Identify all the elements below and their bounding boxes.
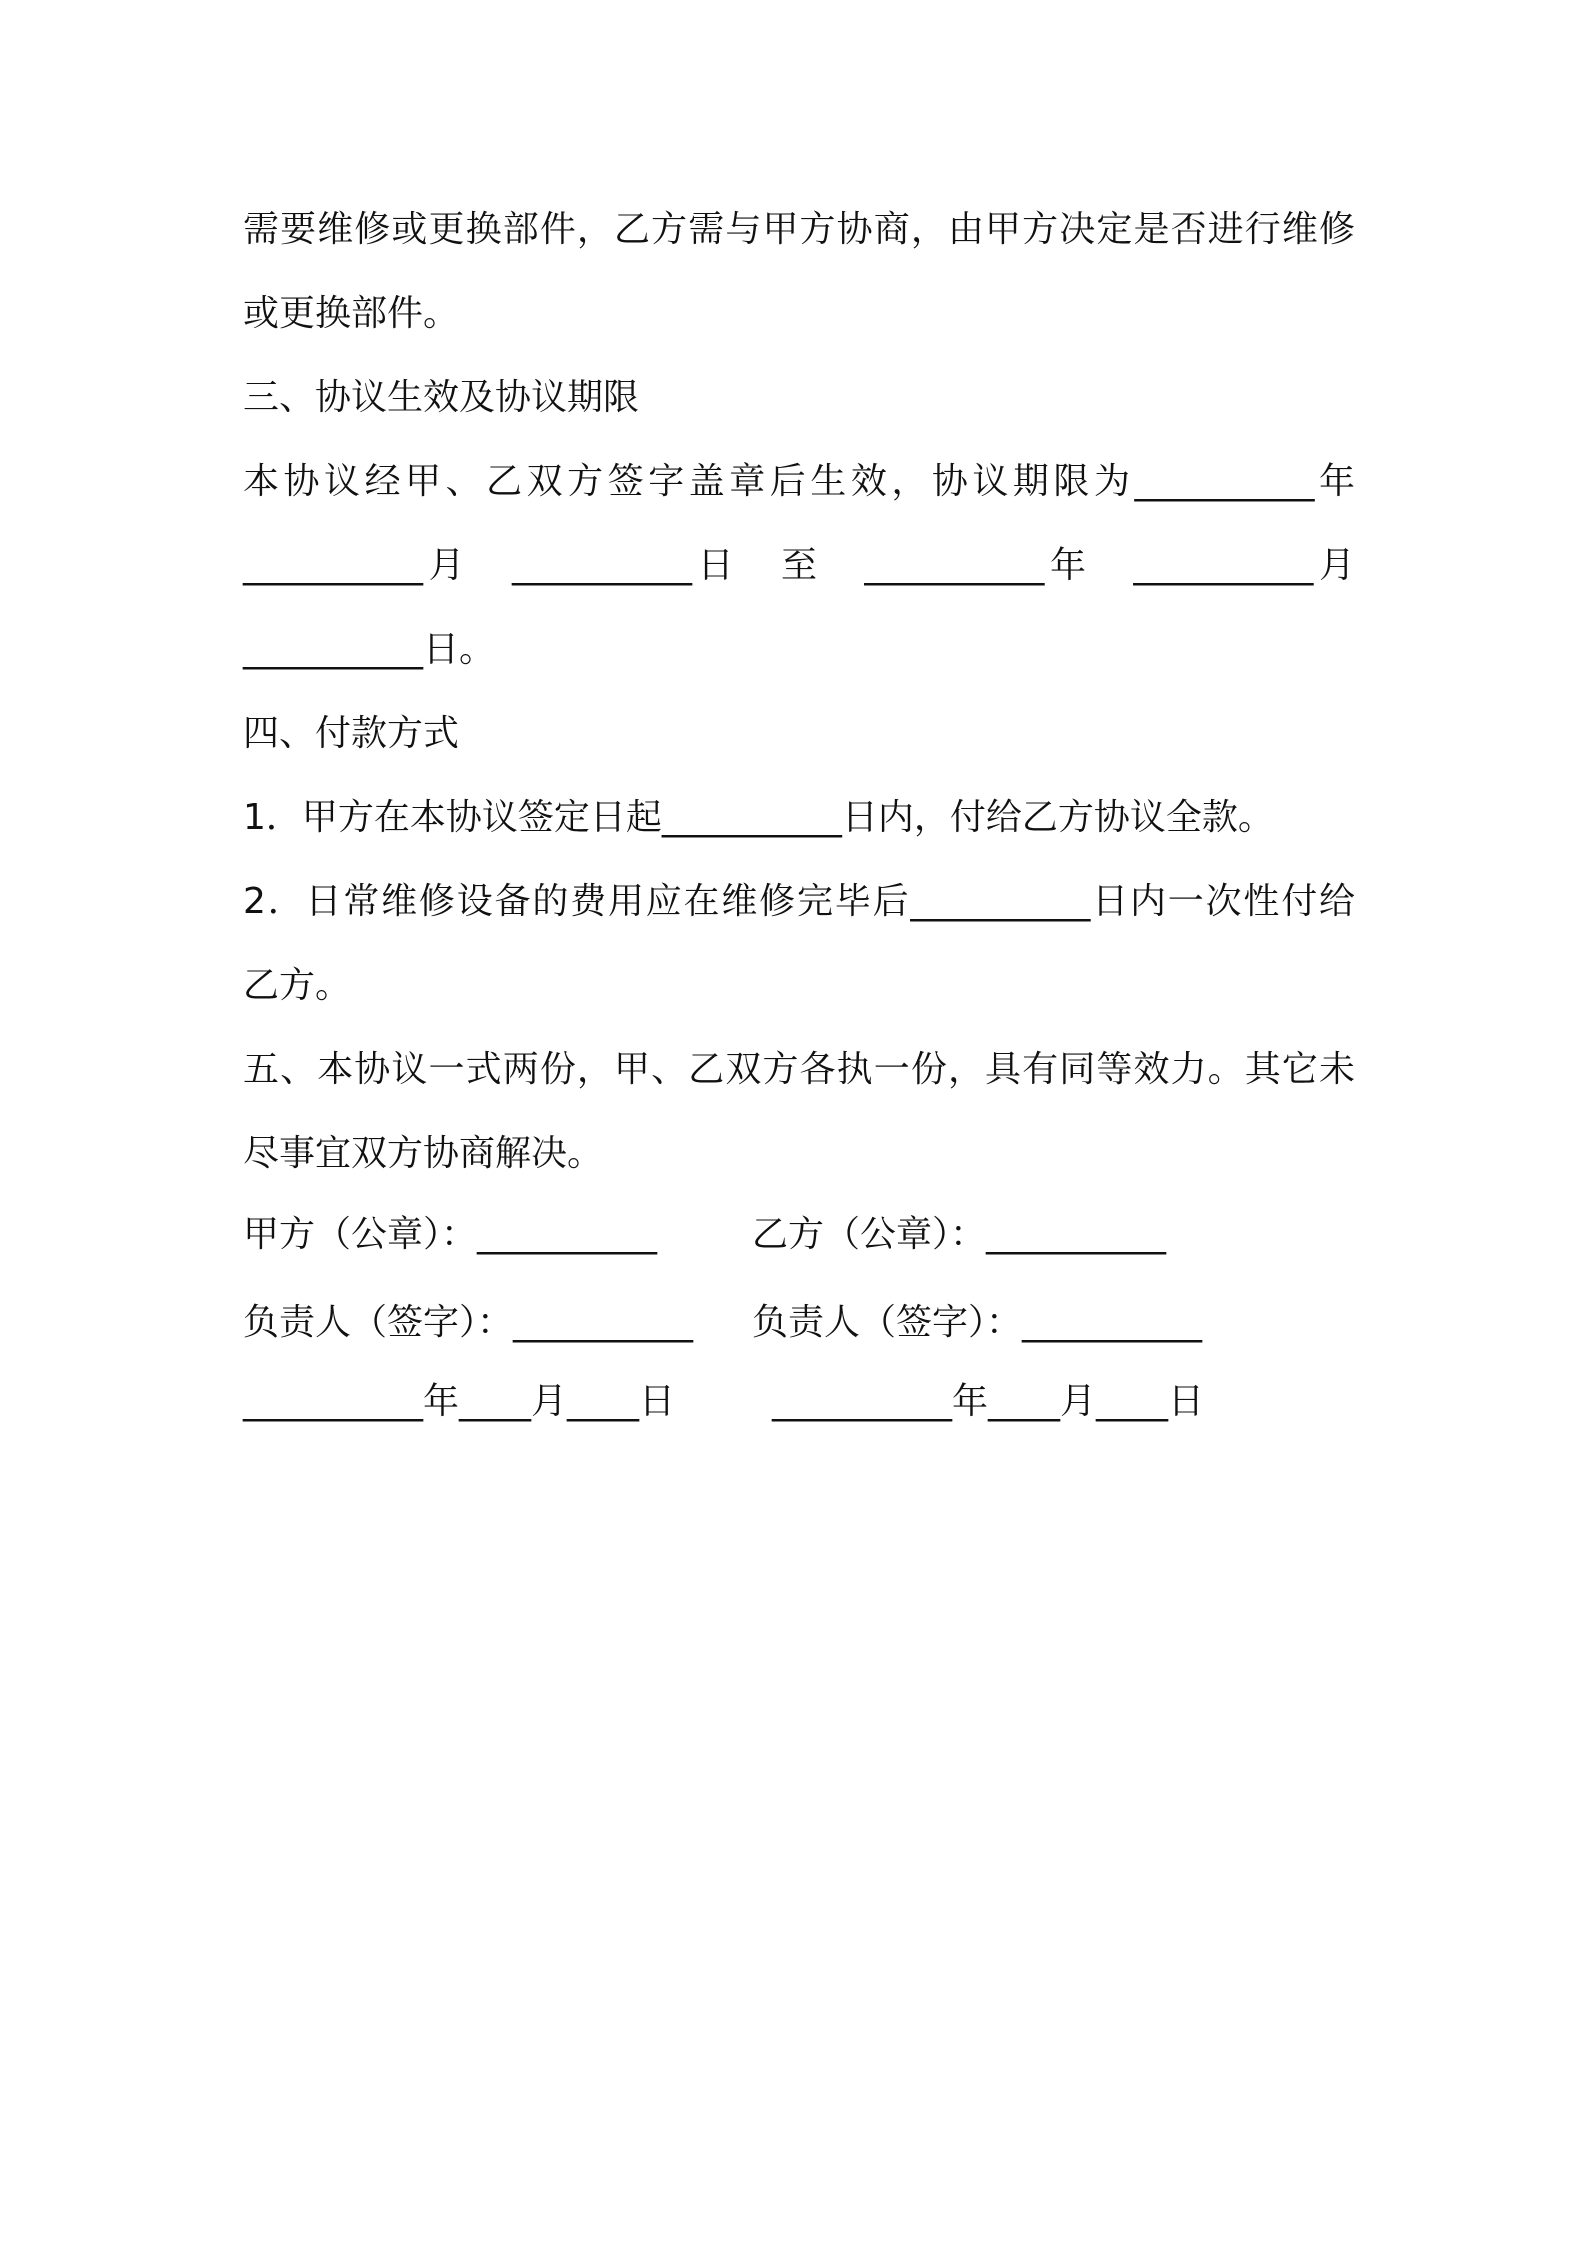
party-a-date-field: __________年____月____日 bbox=[243, 1381, 675, 1422]
paragraph-line: 尽事宜双方协商解决。 bbox=[243, 1133, 604, 1174]
party-b-seal-field: 乙方（公章）：__________ bbox=[752, 1214, 1167, 1255]
paragraph-line: 本协议经甲、乙双方签字盖章后生效，协议期限为__________年 bbox=[243, 461, 1355, 502]
paragraph-line: 需要维修或更换部件，乙方需与甲方协商，由甲方决定是否进行维修 bbox=[243, 209, 1355, 250]
party-a-signer-field: 负责人（签字）：__________ bbox=[243, 1302, 694, 1343]
paragraph-line: 乙方。 bbox=[243, 965, 352, 1006]
section-heading-3: 三、协议生效及协议期限 bbox=[243, 377, 640, 418]
paragraph-line: 或更换部件。 bbox=[243, 293, 460, 334]
paragraph-line: __________日。 bbox=[243, 629, 496, 670]
party-b-date-field: __________年____月____日 bbox=[772, 1381, 1204, 1422]
list-item-1: 1．甲方在本协议签定日起__________日内，付给乙方协议全款。 bbox=[243, 797, 1274, 838]
paragraph-line: __________月 __________日 至 __________年 __________月 bbox=[243, 545, 1355, 586]
section-heading-5: 五、本协议一式两份，甲、乙双方各执一份，具有同等效力。其它未 bbox=[243, 1049, 1355, 1090]
party-b-signer-field: 负责人（签字）：__________ bbox=[752, 1302, 1203, 1343]
section-heading-4: 四、付款方式 bbox=[243, 713, 460, 754]
list-item-2: 2．日常维修设备的费用应在维修完毕后__________日内一次性付给 bbox=[243, 881, 1355, 922]
party-a-seal-field: 甲方（公章）：__________ bbox=[243, 1214, 658, 1255]
